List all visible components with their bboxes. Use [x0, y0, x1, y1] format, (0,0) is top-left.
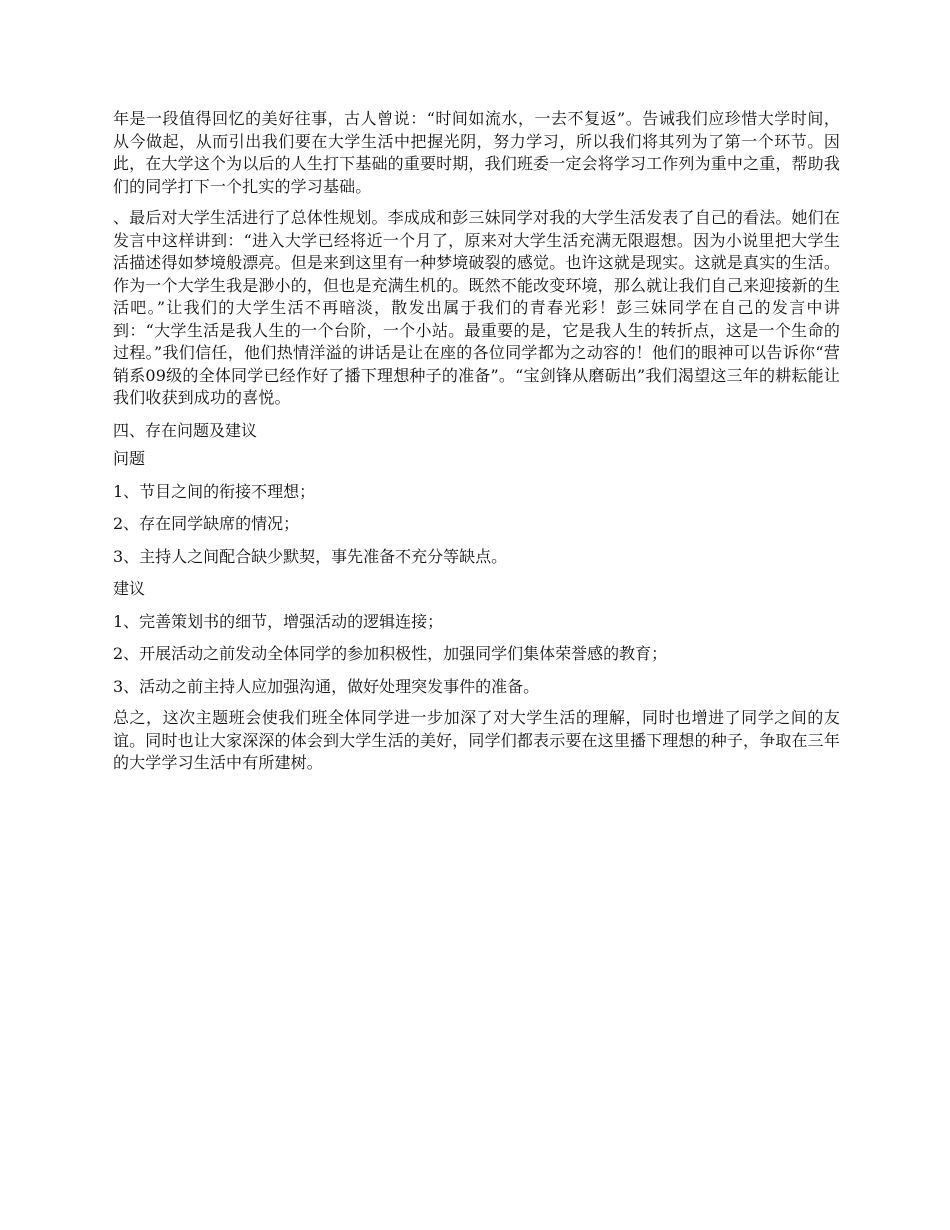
- problem-item: 1、节目之间的衔接不理想；: [113, 481, 316, 501]
- problem-item: 2、存在同学缺席的情况；: [113, 514, 300, 533]
- problems-label: 问题: [113, 449, 146, 468]
- problem-item: 3、主持人之间配合缺少默契，事先准备不充分等缺点。: [113, 546, 508, 566]
- document-page: [113, 108, 840, 775]
- intro-paragraph: 年是一段值得回忆的美好往事，古人曾说：“时间如流水，一去不复返”。告诫我们应珍惜大学时间，从今做起，从而引出我们要在大学生活中把握光阴，努力学习，所以我们将其列为了第一个环节。因此，在大学这个为以后的人生打下基础的重要时期，我们班委一定会将学习工作列为重中之重，帮助我们的同学打下一个扎实的学习基础。: [113, 109, 840, 196]
- suggestion-item: 1、完善策划书的细节，增强活动的逻辑连接；: [113, 611, 444, 631]
- section-heading: 四、存在问题及建议: [113, 420, 258, 440]
- planning-paragraph: 、最后对大学生活进行了总体性规划。李成成和彭三妹同学对我的大学生活发表了自己的看法。她们在发言中这样讲到：“进入大学已经将近一个月了，原来对大学生活充满无限遐想。因为小说里把大学生活描述得如梦境般漂亮。但是来到这里有一种梦境破裂的感觉。也许这就是现实。这就是真实的生活。作为一个大学生我是渺小的，但也是充满生机的。既然不能改变环境，那么就让我们自己来迎接新的生活吧。”让我们的大学生活不再暗淡，散发出属于我们的青春光彩！彭三妹同学在自己的发言中讲到：“大学生活是我人生的一个台阶，一个小站。最重要的是，它是我人生的转折点，这是一个生命的过程。”我们信任，他们热情洋溢的讲话是让在座的各位同学都为之动容的！他们的眼神可以告诉你“营销系09级的全体同学已经作好了播下理想种子的准备”。“宝剑锋从磨砺出”我们渴望这三年的耕耘能让我们收获到成功的喜悦。: [113, 208, 840, 407]
- suggestions-label: 建议: [113, 579, 146, 598]
- conclusion-paragraph: 总之，这次主题班会使我们班全体同学进一步加深了对大学生活的理解，同时也增进了同学之间的友谊。同时也让大家深深的体会到大学生活的美好，同学们都表示要在这里播下理想的种子，争取在三年的大学学习生活中有所建树。: [113, 708, 840, 772]
- suggestion-item: 2、开展活动之前发动全体同学的参加积极性，加强同学们集体荣誉感的教育；: [113, 644, 668, 663]
- suggestion-item: 3、活动之前主持人应加强沟通，做好处理突发事件的准备。: [113, 676, 540, 696]
